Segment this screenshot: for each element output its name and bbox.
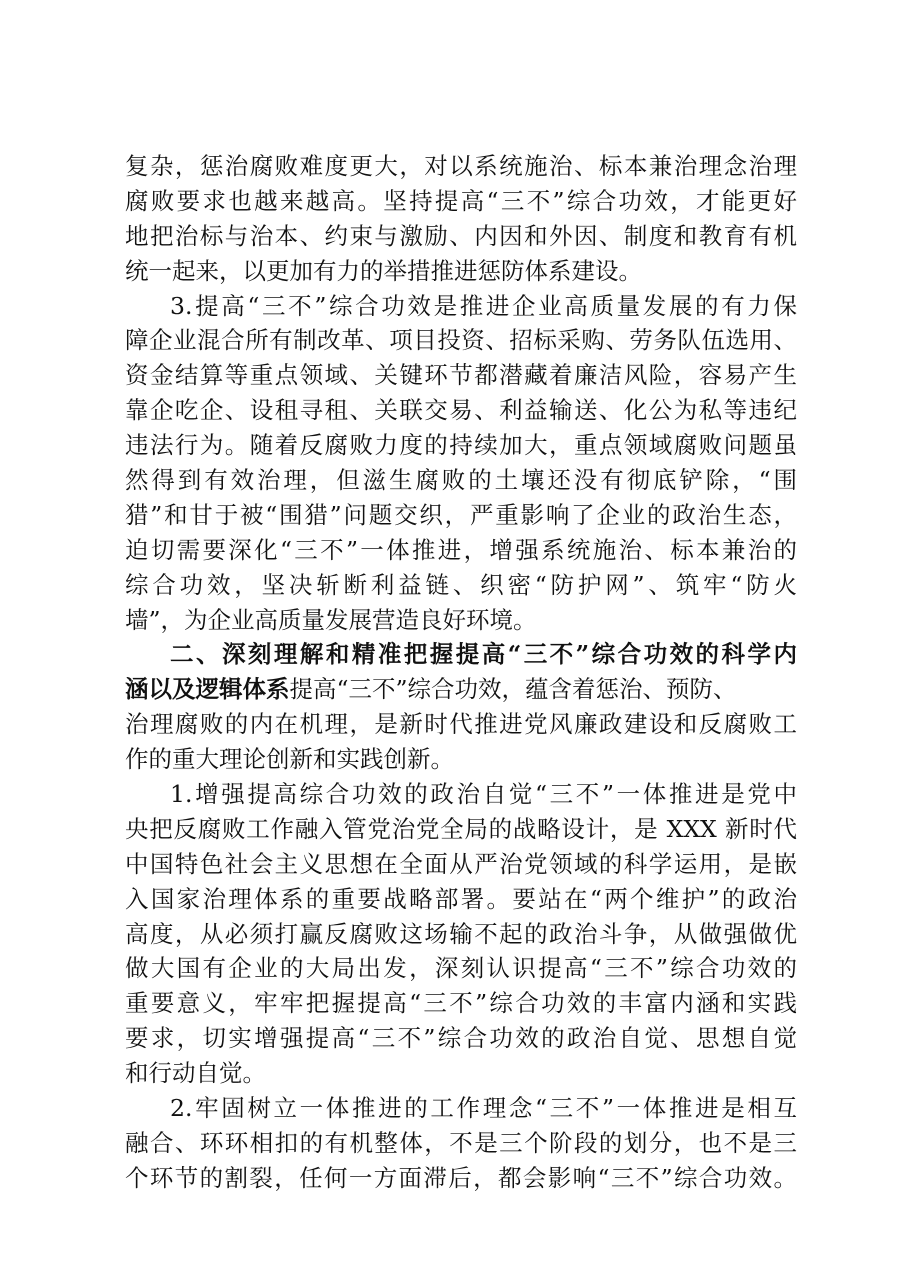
paragraph-1-heading-line: 1.增强提高综合功效的政治自觉“三不”一体推进是党中 <box>170 780 797 809</box>
text-line: 高度，从必须打赢反腐败这场输不起的政治斗争，从做强做优 <box>125 919 797 948</box>
text-line: 猎”和甘于被“围猎”问题交织，严重影响了企业的政治生态， <box>125 500 797 529</box>
section-intro-text: 提高“三不”综合功效，蕴含着惩治、预防、 <box>289 675 737 704</box>
text-line: 入国家治理体系的重要战略部署。要站在“两个维护”的政治 <box>125 884 797 913</box>
text-line: 迫切需要深化“三不”一体推进，增强系统施治、标本兼治的 <box>125 535 797 564</box>
section-heading-tail: 涵以及逻辑体系 <box>125 675 290 704</box>
text-line: 作的重大理论创新和实践创新。 <box>125 745 454 774</box>
document-body <box>125 149 797 1196</box>
section-heading-line: 二、深刻理解和精准把握提高“三不”综合功效的科学内 <box>170 640 797 669</box>
text-line: 障企业混合所有制改革、项目投资、招标采购、劳务队伍选用、 <box>125 326 797 355</box>
text-line: 综合功效，坚决斩断利益链、织密“防护网”、筑牢“防火 <box>125 570 797 599</box>
text-line: 复杂，惩治腐败难度更大，对以系统施治、标本兼治理念治理 <box>125 152 797 180</box>
text-line: 中国特色社会主义思想在全面从严治党领域的科学运用，是嵌 <box>125 849 797 878</box>
text-line: 靠企吃企、设租寻租、关联交易、利益输送、化公为私等违纪 <box>125 396 797 425</box>
text-line: 违法行为。随着反腐败力度的持续加大，重点领域腐败问题虽 <box>125 431 797 460</box>
text-line: 融合、环环相扣的有机整体，不是三个阶段的划分，也不是三 <box>125 1128 797 1157</box>
text-line: 统一起来，以更加有力的举措推进惩防体系建设。 <box>125 256 642 285</box>
text-line: 腐败要求也越来越高。坚持提高“三不”综合功效，才能更好 <box>125 186 797 215</box>
text-line: 重要意义，牢牢把握提高“三不”综合功效的丰富内涵和实践 <box>125 989 797 1018</box>
text-line: 治理腐败的内在机理，是新时代推进党风廉政建设和反腐败工 <box>125 710 797 739</box>
section-heading-mixed-line <box>125 672 797 707</box>
paragraph-2-heading-line: 2.牢固树立一体推进的工作理念“三不”一体推进是相互 <box>170 1094 797 1123</box>
text-line: 个环节的割裂，任何一方面滞后，都会影响“三不”综合功效。 <box>125 1163 797 1192</box>
text-line: 央把反腐败工作融入管党治党全局的战略设计，是 XXX 新时代 <box>125 814 797 843</box>
text-line: 然得到有效治理，但滋生腐败的土壤还没有彻底铲除，“围 <box>125 466 797 495</box>
text-line: 资金结算等重点领域、关键环节都潜藏着廉洁风险，容易产生 <box>125 361 797 390</box>
text-line: 要求，切实增强提高“三不”综合功效的政治自觉、思想自觉 <box>125 1024 797 1053</box>
text-line: 做大国有企业的大局出发，深刻认识提高“三不”综合功效的 <box>125 954 797 983</box>
paragraph-3-heading-line: 3.提高“三不”综合功效是推进企业高质量发展的有力保 <box>170 291 797 320</box>
text-line: 墙”，为企业高质量发展营造良好环境。 <box>125 605 537 634</box>
text-line: 和行动自觉。 <box>125 1059 266 1088</box>
text-line: 地把治标与治本、约束与激励、内因和外因、制度和教育有机 <box>125 221 797 250</box>
